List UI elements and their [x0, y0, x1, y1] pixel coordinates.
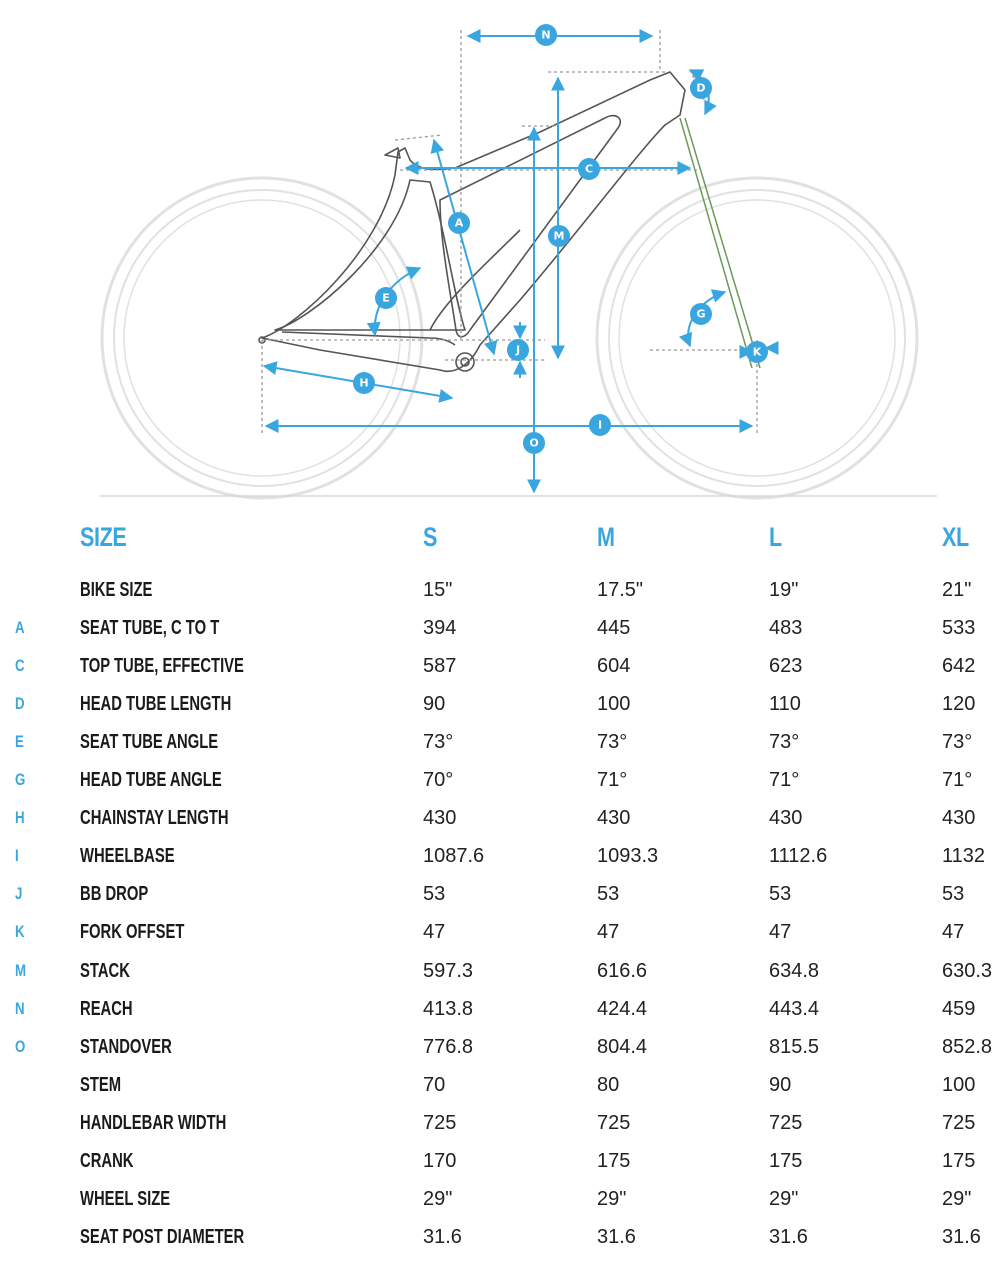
row-value-l: 47 — [769, 921, 792, 944]
marker-n — [535, 24, 557, 46]
row-label: SEAT POST DIAMETER — [80, 1225, 245, 1248]
marker-d — [690, 77, 712, 99]
marker-i — [589, 414, 611, 436]
row-value-m: 17.5" — [597, 579, 644, 601]
row-label: HANDLEBAR WIDTH — [80, 1111, 227, 1134]
row-value-s: 73° — [423, 731, 454, 754]
row-value-xl: 642 — [942, 655, 976, 678]
row-value-m: 616.6 — [597, 959, 648, 982]
row-value-m: 100 — [597, 693, 631, 716]
row-value-xl: 21" — [942, 579, 972, 601]
row-value-l: 19" — [769, 579, 799, 601]
table-row — [0, 685, 1000, 723]
row-label: SEAT TUBE, C TO T — [80, 617, 220, 640]
table-row — [0, 1028, 1000, 1066]
row-value-xl: 120 — [942, 693, 976, 716]
row-letter: N — [15, 998, 25, 1018]
row-letter: D — [15, 694, 25, 714]
svg-text:E: E — [382, 291, 390, 305]
row-label: CHAINSTAY LENGTH — [80, 807, 229, 830]
table-header — [0, 512, 1000, 562]
svg-text:N: N — [541, 28, 551, 42]
size-header-xl: XL — [942, 522, 969, 552]
row-label: TOP TUBE, EFFECTIVE — [80, 655, 244, 678]
row-value-m: 53 — [597, 883, 620, 906]
row-value-l: 90 — [769, 1073, 792, 1096]
row-value-l: 725 — [769, 1111, 803, 1134]
svg-text:D: D — [696, 81, 706, 95]
dimension-arrows — [264, 36, 778, 492]
row-value-m: 175 — [597, 1149, 631, 1172]
table-row — [0, 799, 1000, 837]
marker-h — [353, 372, 375, 394]
front-wheel — [597, 178, 917, 498]
table-row — [0, 990, 1000, 1028]
row-label: BIKE SIZE — [80, 579, 153, 601]
table-row — [0, 913, 1000, 951]
row-value-l: 71° — [769, 769, 800, 792]
row-value-m: 1093.3 — [597, 845, 659, 868]
row-value-s: 597.3 — [423, 959, 474, 982]
row-value-xl: 852.8 — [942, 1035, 993, 1058]
svg-text:C: C — [584, 162, 594, 176]
row-value-l: 483 — [769, 617, 803, 640]
row-letter: G — [15, 770, 26, 790]
row-value-m: 29" — [597, 1187, 627, 1210]
row-value-s: 725 — [423, 1111, 457, 1134]
row-value-l: 815.5 — [769, 1035, 820, 1058]
row-value-s: 70 — [423, 1073, 446, 1096]
row-value-xl: 725 — [942, 1111, 976, 1134]
svg-text:G: G — [696, 307, 706, 321]
row-letter: K — [15, 922, 25, 942]
row-letter: O — [15, 1036, 26, 1056]
row-value-l: 443.4 — [769, 997, 820, 1020]
row-value-m: 47 — [597, 921, 620, 944]
row-value-m: 445 — [597, 617, 631, 640]
marker-k — [746, 341, 768, 363]
row-value-l: 31.6 — [769, 1225, 808, 1248]
row-label: FORK OFFSET — [80, 921, 185, 944]
reference-lines — [262, 30, 757, 435]
row-value-l: 29" — [769, 1187, 799, 1210]
table-row — [0, 761, 1000, 799]
marker-a — [448, 212, 470, 234]
table-row — [0, 1218, 1000, 1256]
row-label: CRANK — [80, 1149, 134, 1172]
row-value-s: 15" — [423, 579, 453, 601]
row-label: BB DROP — [80, 883, 149, 906]
table-row — [0, 609, 1000, 647]
table-row — [0, 1142, 1000, 1180]
row-value-xl: 630.3 — [942, 959, 993, 982]
table-row — [0, 571, 1000, 609]
row-value-l: 1112.6 — [769, 845, 828, 868]
row-value-m: 604 — [597, 655, 631, 678]
row-label: HEAD TUBE ANGLE — [80, 769, 222, 792]
row-label: STACK — [80, 959, 130, 982]
svg-text:J: J — [515, 343, 521, 357]
marker-e — [375, 287, 397, 309]
row-value-s: 29" — [423, 1187, 453, 1210]
marker-c — [578, 158, 600, 180]
row-value-l: 634.8 — [769, 959, 820, 982]
row-label: STEM — [80, 1073, 122, 1096]
table-row — [0, 647, 1000, 685]
fork — [680, 118, 760, 368]
row-value-s: 394 — [423, 617, 457, 640]
row-label: SEAT TUBE ANGLE — [80, 731, 219, 754]
row-value-xl: 31.6 — [942, 1225, 981, 1248]
row-value-m: 31.6 — [597, 1225, 636, 1248]
row-value-xl: 175 — [942, 1149, 976, 1172]
row-value-l: 110 — [769, 693, 801, 716]
row-value-m: 80 — [597, 1073, 620, 1096]
row-value-xl: 533 — [942, 617, 976, 640]
bike-frame — [259, 72, 685, 371]
bike-geometry-diagram — [0, 0, 1000, 500]
svg-text:A: A — [454, 216, 464, 230]
table-row — [0, 723, 1000, 761]
row-label: WHEEL SIZE — [80, 1187, 171, 1210]
marker-m — [548, 225, 570, 247]
row-label: STANDOVER — [80, 1035, 172, 1058]
svg-text:O: O — [529, 436, 539, 450]
row-value-m: 804.4 — [597, 1035, 648, 1058]
size-header: SIZE — [80, 522, 127, 552]
marker-g — [690, 303, 712, 325]
row-letter: C — [15, 656, 25, 676]
svg-text:H: H — [359, 376, 369, 390]
row-label: HEAD TUBE LENGTH — [80, 693, 232, 716]
row-value-xl: 430 — [942, 807, 976, 830]
row-value-s: 53 — [423, 883, 446, 906]
row-label: REACH — [80, 997, 133, 1020]
row-value-l: 73° — [769, 731, 800, 754]
row-value-s: 90 — [423, 693, 446, 716]
row-letter: I — [15, 846, 19, 866]
row-value-xl: 29" — [942, 1187, 972, 1210]
svg-text:K: K — [752, 345, 762, 359]
row-value-xl: 71° — [942, 769, 973, 792]
row-value-xl: 100 — [942, 1073, 976, 1096]
size-header-l: L — [769, 522, 782, 552]
table-row — [0, 1066, 1000, 1104]
table-row — [0, 1104, 1000, 1142]
row-value-l: 430 — [769, 807, 803, 830]
row-letter: M — [15, 960, 27, 980]
row-value-s: 587 — [423, 655, 457, 678]
row-value-s: 170 — [423, 1149, 457, 1172]
row-value-xl: 459 — [942, 997, 976, 1020]
row-value-l: 175 — [769, 1149, 803, 1172]
row-label: WHEELBASE — [80, 845, 175, 868]
row-letter: E — [15, 732, 24, 752]
row-value-xl: 1132 — [942, 845, 986, 868]
row-value-m: 73° — [597, 731, 628, 754]
svg-text:M: M — [553, 229, 565, 243]
size-header-m: M — [597, 522, 615, 552]
table-row — [0, 952, 1000, 990]
size-header-s: S — [423, 522, 438, 552]
row-value-s: 31.6 — [423, 1225, 462, 1248]
row-letter: H — [15, 808, 25, 828]
row-value-m: 424.4 — [597, 997, 648, 1020]
marker-o — [523, 432, 545, 454]
marker-j — [507, 339, 529, 361]
row-value-m: 725 — [597, 1111, 631, 1134]
table-row — [0, 837, 1000, 875]
row-value-m: 71° — [597, 769, 628, 792]
row-value-xl: 73° — [942, 731, 973, 754]
row-value-s: 47 — [423, 921, 446, 944]
svg-text:I: I — [597, 418, 603, 432]
row-value-xl: 47 — [942, 921, 965, 944]
row-value-l: 623 — [769, 655, 803, 678]
row-value-s: 1087.6 — [423, 845, 485, 868]
row-letter: J — [15, 884, 23, 904]
table-row — [0, 1180, 1000, 1218]
row-value-s: 430 — [423, 807, 457, 830]
row-value-s: 70° — [423, 769, 454, 792]
row-letter: A — [15, 618, 25, 638]
row-value-m: 430 — [597, 807, 631, 830]
row-value-s: 413.8 — [423, 997, 474, 1020]
row-value-xl: 53 — [942, 883, 965, 906]
row-value-l: 53 — [769, 883, 792, 906]
table-row — [0, 875, 1000, 913]
row-value-s: 776.8 — [423, 1035, 474, 1058]
